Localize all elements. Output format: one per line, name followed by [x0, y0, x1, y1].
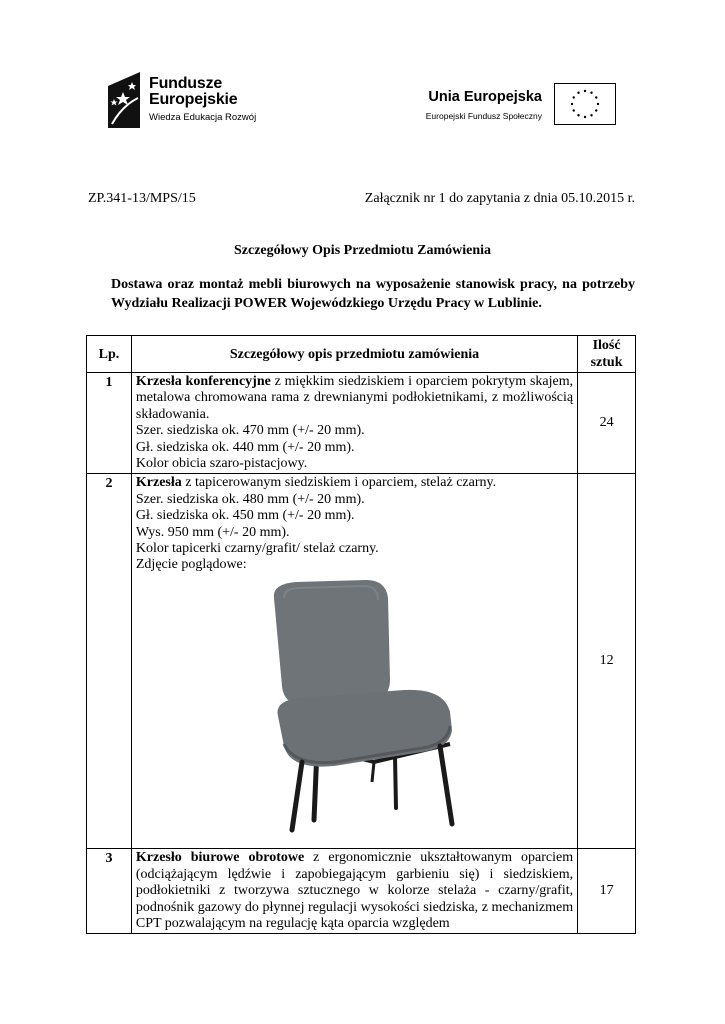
ue-logo-subtitle: Europejski Fundusz Społeczny	[425, 111, 542, 121]
item-intro	[136, 475, 573, 491]
row-description	[131, 474, 577, 849]
header-quantity	[578, 336, 636, 373]
header-quantity-line1: Ilość	[592, 338, 621, 353]
eu-star-icon	[573, 96, 575, 98]
document-subtitle: Dostawa oraz montaż mebli biurowych na wyposażenie stanowisk pracy, na potrzeby Wydziału Realizacji POWER Wojewódzkiego Urzędu Pracy w Lublinie.	[111, 277, 635, 311]
item-intro	[136, 374, 573, 423]
table-header-row	[87, 336, 636, 373]
eu-star-icon	[577, 114, 579, 116]
fundusze-europejskie-logo	[108, 72, 278, 132]
item-spec-line: Kolor tapicerki czarny/grafit/ stelaż czarny.	[135, 541, 379, 557]
eu-star-icon	[595, 96, 597, 98]
eu-flag-icon	[554, 83, 616, 125]
row-number: 1	[87, 373, 132, 474]
row-quantity: 12	[578, 474, 636, 849]
chair-illustration	[254, 576, 479, 838]
eu-star-icon	[573, 109, 575, 111]
item-intro-text: z tapicerowanym siedziskiem i oparciem, stelaż czarny.	[181, 475, 497, 491]
table-row	[87, 373, 636, 474]
eu-star-icon	[577, 92, 579, 94]
item-spec-line: Gł. siedziska ok. 450 mm (+/- 20 mm).	[135, 508, 355, 524]
table-row	[87, 474, 636, 849]
eu-star-icon	[584, 90, 586, 92]
row-description	[131, 849, 577, 934]
row-description	[131, 373, 577, 474]
eu-star-icon	[590, 114, 592, 116]
item-name: Krzesła konferencyjne	[135, 374, 271, 389]
document-title: Szczegółowy Opis Przedmiotu Zamówienia	[233, 243, 492, 258]
header-lp: Lp.	[87, 336, 132, 373]
item-spec-line: Szer. siedziska ok. 480 mm (+/- 20 mm).	[135, 491, 365, 507]
header-description: Szczegółowy opis przedmiotu zamówienia	[131, 336, 577, 373]
annex-date: Załącznik nr 1 do zapytania z dnia 05.10.2015 r.	[364, 191, 635, 206]
item-spec-line: Zdjęcie poglądowe:	[135, 557, 247, 573]
row-quantity: 17	[578, 849, 636, 934]
item-intro-text: z miękkim siedziskiem i oparciem pokrytym skajem, metalowa chromowana rama z drewnianymi podłokietnikami, z możliwością składowania.	[135, 374, 574, 422]
item-name: Krzesło biurowe obrotowe	[135, 850, 305, 866]
fe-logo-line2: Europejskie	[149, 91, 238, 108]
ue-logo-text	[426, 89, 542, 123]
fe-emblem-icon	[108, 72, 140, 128]
eu-star-icon	[597, 103, 599, 105]
fe-logo-line1: Fundusze	[149, 75, 223, 92]
item-spec-line: Kolor obicia szaro-pistacjowy.	[135, 456, 308, 472]
row-quantity: 24	[578, 373, 636, 474]
row-number: 3	[87, 849, 132, 934]
item-intro-text: z ergonomicznie ukształtowanym oparciem (odciążającym lędźwie i zapobiegającym garbieniu się) i siedziskiem, podłokietniki z tworzywa sztucznego w kolorze stelaża - czarny/grafit, podnośnik gazowy do płynnej regulacji wysokości siedziska, z mechanizmem CPT pozwalającym na regulację kąta oparcia względem	[135, 850, 574, 931]
eu-star-icon	[590, 92, 592, 94]
row-number: 2	[87, 474, 132, 849]
item-spec-line: Szer. siedziska ok. 470 mm (+/- 20 mm).	[135, 423, 365, 439]
fe-logo-line3: Wiedza Edukacja Rozwój	[149, 112, 257, 123]
eu-star-icon	[584, 116, 586, 118]
item-name: Krzesła	[135, 475, 182, 491]
eu-star-icon	[571, 103, 573, 105]
item-spec-line: Wys. 950 mm (+/- 20 mm).	[135, 524, 290, 540]
chair-photo	[136, 574, 573, 847]
item-spec-line: Gł. siedziska ok. 440 mm (+/- 20 mm).	[135, 439, 355, 455]
fe-logo-text	[149, 76, 256, 125]
specification-table	[86, 335, 636, 934]
table-row	[87, 849, 636, 934]
ue-logo-title: Unia Europejska	[428, 89, 542, 105]
unia-europejska-logo	[408, 83, 618, 127]
eu-star-icon	[595, 109, 597, 111]
item-intro	[136, 850, 573, 932]
header-quantity-line2: sztuk	[590, 355, 623, 370]
reference-number: ZP.341-13/MPS/15	[88, 191, 196, 206]
